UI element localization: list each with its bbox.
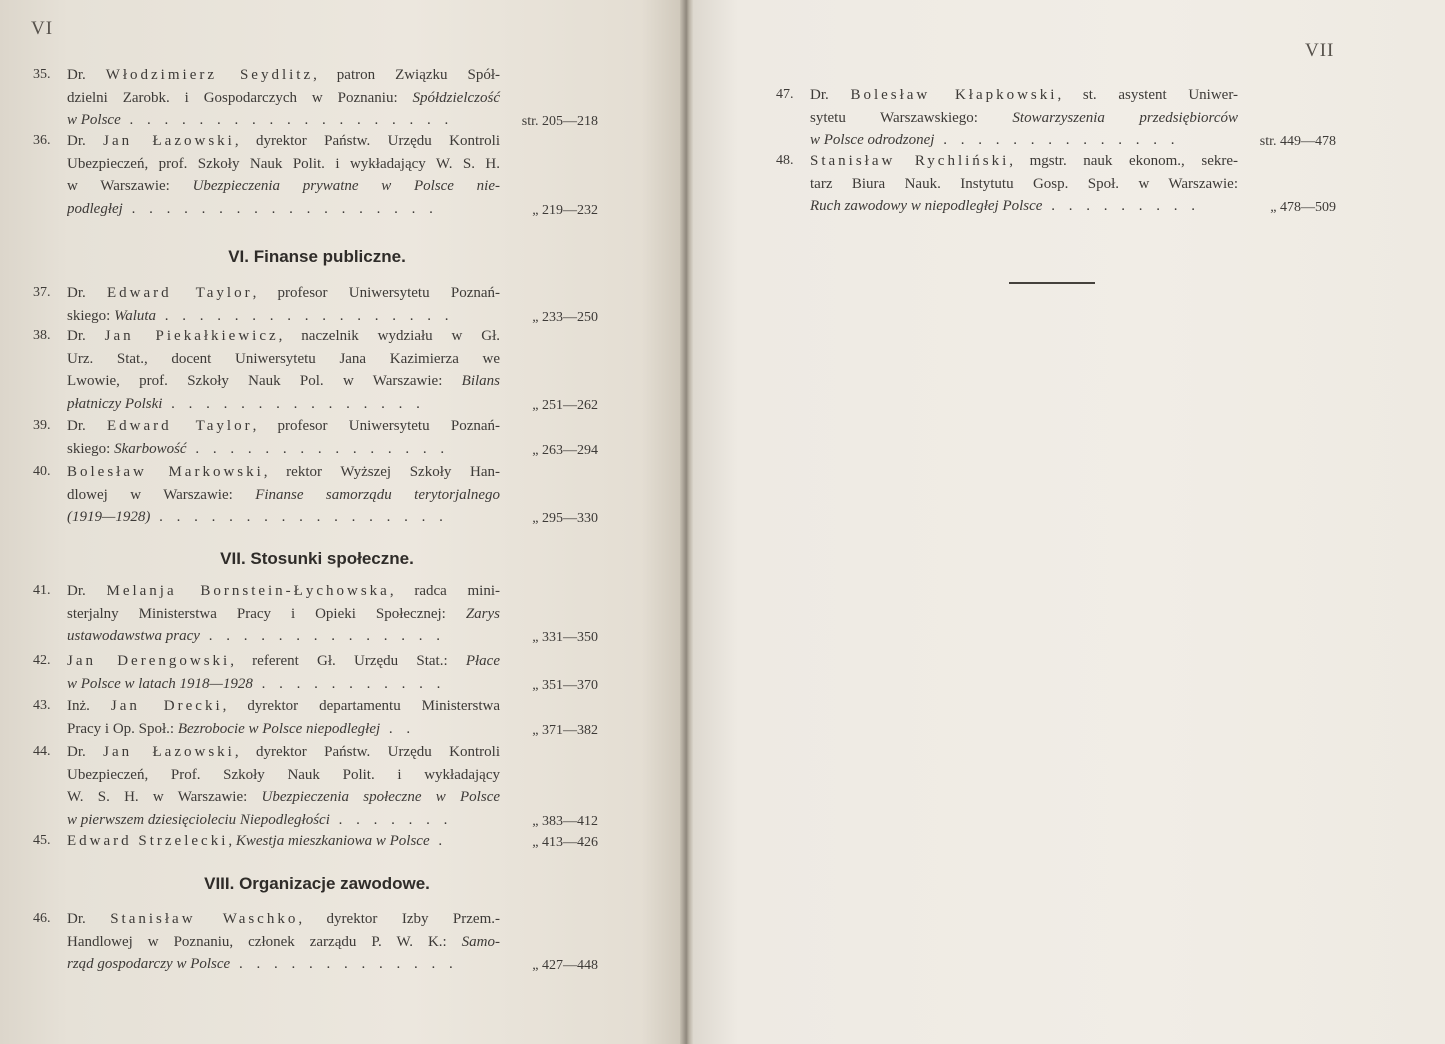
toc-entry (33, 908, 598, 980)
entry-line (67, 109, 500, 132)
folio: VII (1305, 40, 1335, 61)
leader-dots: . . . . . . . . . . . (252, 675, 446, 692)
toc-entry (33, 695, 598, 742)
entry-segment: , radca mini- (389, 583, 501, 599)
entry-segment: , dyrektor departamentu Ministerstwa (222, 698, 500, 714)
entry-segment: , profesor Uniwersytetu Poznań- (252, 285, 501, 301)
entry-line (67, 953, 500, 976)
entry-segment: Dr. (67, 744, 104, 760)
entry-line (810, 129, 1238, 152)
article-title: w pierwszem dziesięcioleciu Niepodległości (67, 811, 330, 828)
book-gutter (680, 0, 694, 1044)
leader-dots: . (429, 833, 448, 849)
entry-line (67, 580, 500, 603)
leader-dots: . . (380, 720, 416, 737)
author-name: Jan Derengowski (67, 653, 231, 669)
entry-number: 36. (33, 133, 51, 148)
entry-segment: , mgstr. nauk ekonom., sekre- (1009, 153, 1239, 169)
entry-line (67, 198, 500, 221)
entry-line (810, 173, 1238, 196)
author-name: Melanja Bornstein-Łychowska (106, 583, 390, 599)
toc-entry (33, 461, 598, 533)
entry-text (67, 650, 500, 695)
entry-line (67, 908, 500, 931)
entry-text (810, 150, 1238, 218)
article-title: Bilans (461, 373, 500, 389)
leader-dots: . . . . . . . . . . . . . . . . . (150, 509, 448, 525)
entry-segment: Dr. (67, 328, 105, 344)
entry-number: 35. (33, 67, 51, 82)
author-name: Bolesław Kłapkowski (850, 87, 1058, 103)
entry-segment: , dyrektor Państw. Urzędu Kontroli (234, 133, 501, 149)
page-range: „ 233—250 (532, 309, 598, 325)
page-range: „ 383—412 (532, 813, 598, 829)
toc-entry (33, 282, 598, 329)
entry-line (67, 741, 500, 764)
entry-segment: Handlowej w Poznaniu, członek zarządu P. W. K.: (67, 933, 462, 950)
entry-line (67, 282, 500, 305)
entry-line (67, 673, 500, 696)
entry-line (67, 325, 500, 348)
toc-entry (33, 64, 598, 136)
entry-line (67, 461, 500, 484)
article-title: Ruch zawodowy w niepodległej Polsce (810, 198, 1043, 214)
leader-dots: . . . . . . . . . . . . . . . . . . (122, 200, 438, 217)
entry-line (67, 695, 500, 718)
entry-number: 44. (33, 744, 51, 759)
article-title: Bezrobocie w Polsce niepodległej (177, 720, 381, 737)
leader-dots: . . . . . . . . . (1042, 198, 1200, 214)
entry-line (810, 107, 1238, 130)
entry-segment: , referent Gł. Urzędu Stat.: (230, 653, 466, 669)
page-range: „ 263—294 (532, 442, 598, 458)
entry-text (67, 282, 500, 327)
toc-entry (33, 130, 598, 225)
entry-segment: skiego: (67, 440, 115, 457)
entry-number: 46. (33, 911, 51, 926)
entry-text (67, 908, 500, 976)
section-heading: VII. Stosunki społeczne. (220, 549, 414, 568)
leader-dots: . . . . . . . . . . . . . (230, 956, 458, 972)
page-range: „ 413—426 (532, 835, 598, 850)
article-title: podległej (67, 200, 123, 217)
page-range: „ 478—509 (1270, 200, 1336, 215)
end-rule (1009, 282, 1095, 284)
entry-segment: , patron Związku Spół- (313, 67, 500, 83)
page-range: str. 205—218 (521, 114, 598, 129)
entry-number: 48. (776, 153, 794, 168)
entry-segment: dlowej w Warszawie: (67, 486, 256, 503)
author-name: Edward Taylor (107, 418, 253, 434)
article-title: Płace (465, 653, 500, 669)
entry-text (67, 130, 500, 220)
entry-segment: , profesor Uniwersytetu Poznań- (252, 418, 501, 434)
author-name: Włodzimierz Seydlitz (105, 67, 314, 83)
entry-segment: Ubezpieczeń, Prof. Szkoły Nauk Polit. i wykładający (67, 766, 500, 783)
entry-segment: Dr. (810, 87, 851, 103)
entry-line (67, 64, 500, 87)
toc-entry (33, 650, 598, 697)
toc-entry (33, 741, 598, 836)
entry-line (67, 718, 500, 741)
toc-entry (33, 325, 598, 420)
page-range: „ 219—232 (532, 202, 598, 218)
entry-segment: Inż. (67, 698, 111, 714)
page-range: „ 251—262 (532, 397, 598, 413)
section-heading: VI. Finanse publiczne. (228, 247, 406, 266)
entry-text (67, 830, 500, 853)
left-page (0, 0, 682, 1044)
section-heading: VIII. Organizacje zawodowe. (204, 874, 430, 893)
toc-entry (33, 830, 598, 855)
entry-line (67, 650, 500, 673)
entry-line (67, 393, 500, 416)
entry-segment: Dr. (67, 911, 111, 927)
article-title: Zarys (465, 605, 500, 622)
article-title: Skarbowość (114, 440, 187, 457)
article-title: w Polsce (67, 112, 121, 128)
article-title: (1919—1928) (67, 509, 151, 525)
entry-text (67, 325, 500, 415)
entry-segment: Dr. (67, 133, 104, 149)
entry-segment: w Warszawie: (67, 178, 193, 194)
entry-segment: , dyrektor Izby Przem.- (298, 911, 500, 927)
entry-text (810, 84, 1238, 152)
author-name: Bolesław Markowski (67, 464, 264, 480)
entry-line (67, 506, 500, 529)
entry-segment: , naczelnik wydziału w Gł. (278, 328, 501, 344)
folio: VI (31, 18, 54, 39)
author-name: Jan Piekałkiewicz (104, 328, 279, 344)
page-range: „ 371—382 (532, 722, 598, 738)
page-range: „ 427—448 (532, 958, 598, 973)
entry-text (67, 415, 500, 460)
entry-number: 39. (33, 418, 51, 433)
entry-segment: skiego: (67, 307, 115, 324)
entry-number: 42. (33, 653, 51, 668)
toc-entry (33, 580, 598, 652)
entry-line (67, 87, 500, 110)
leader-dots: . . . . . . . . . . . . . . . . . . . (120, 112, 454, 128)
entry-line (67, 764, 500, 787)
page-range: „ 295—330 (532, 511, 598, 526)
leader-dots: . . . . . . . . . . . . . . . . . (156, 307, 454, 324)
article-title: Spółdzielczość (412, 89, 500, 106)
article-title: w Polsce odrodzonej (810, 132, 935, 148)
entry-number: 47. (776, 87, 794, 102)
entry-segment: , dyrektor Państw. Urzędu Kontroli (234, 744, 501, 760)
entry-segment: tarz Biura Nauk. Instytutu Gosp. Społ. w Warszawie: (810, 175, 1238, 192)
article-title: Kwestja mieszkaniowa w Polsce (235, 833, 430, 849)
entry-text (67, 695, 500, 740)
entry-segment: Lwowie, prof. Szkoły Nauk Pol. w Warszawie: (67, 373, 462, 389)
entry-line (67, 348, 500, 371)
entry-line (810, 195, 1238, 218)
entry-line (67, 603, 500, 626)
author-name: Edward Taylor (107, 285, 253, 301)
article-title: w Polsce w latach 1918—1928 (67, 675, 253, 692)
author-name: Stanisław Waschko (110, 911, 299, 927)
leader-dots: . . . . . . . . . . . . . . . (186, 440, 450, 457)
entry-segment: W. S. H. w Warszawie: (67, 789, 262, 805)
author-name: Jan Drecki (110, 698, 223, 714)
article-title: Stowarzyszenia przedsiębiorców (1012, 109, 1238, 126)
entry-segment: Dr. (67, 67, 106, 83)
entry-number: 40. (33, 464, 51, 479)
entry-segment: Pracy i Op. Społ.: (67, 720, 178, 737)
page-range: str. 449—478 (1259, 134, 1336, 149)
entry-text (67, 64, 500, 132)
entry-line (67, 931, 500, 954)
article-title: Ubezpieczenia prywatne w Polsce nie- (192, 178, 500, 194)
leader-dots: . . . . . . . . . . . . . . (934, 132, 1180, 148)
toc-entry (33, 415, 598, 462)
entry-line (67, 809, 500, 832)
entry-text (67, 461, 500, 529)
entry-number: 38. (33, 328, 51, 343)
entry-segment: dzielni Zarobk. i Gospodarczych w Poznaniu: (67, 89, 413, 106)
leader-dots: . . . . . . . . . . . . . . . (162, 395, 425, 412)
entry-segment: , (228, 833, 236, 849)
entry-line (67, 305, 500, 328)
entry-line (67, 153, 500, 176)
entry-number: 45. (33, 833, 51, 848)
entry-segment: sytetu Warszawskiego: (810, 109, 1013, 126)
article-title: Waluta (114, 307, 157, 324)
entry-line (67, 175, 500, 198)
entry-segment: Ubezpieczeń, prof. Szkoły Nauk Polit. i wykładający W. S. H. (67, 155, 500, 172)
entry-text (67, 580, 500, 648)
right-page (693, 0, 1445, 1044)
entry-segment: Dr. (67, 285, 107, 301)
entry-number: 43. (33, 698, 51, 713)
toc-entry (776, 150, 1336, 222)
author-name: Jan Łazowski (103, 133, 235, 149)
article-title: Ubezpieczenia społeczne w Polsce (261, 789, 501, 805)
entry-segment: sterjalny Ministerstwa Pracy i Opieki Społecznej: (67, 605, 466, 622)
article-title: płatniczy Polski (67, 395, 163, 412)
entry-segment: Dr. (67, 583, 107, 599)
entry-segment: , st. asystent Uniwer- (1057, 87, 1239, 103)
entry-line (67, 786, 500, 809)
entry-line (67, 830, 500, 853)
entry-segment: , rektor Wyższej Szkoły Han- (263, 464, 501, 480)
entry-number: 41. (33, 583, 51, 598)
entry-text (67, 741, 500, 831)
entry-line (67, 625, 500, 648)
entry-line (67, 415, 500, 438)
entry-line (810, 84, 1238, 107)
entry-segment: Dr. (67, 418, 107, 434)
author-name: Jan Łazowski (103, 744, 235, 760)
article-title: rząd gospodarczy w Polsce (67, 956, 231, 972)
entry-line (67, 438, 500, 461)
article-title: Samo- (461, 933, 500, 950)
entry-segment: Urz. Stat., docent Uniwersytetu Jana Kazimierza we (67, 350, 500, 367)
leader-dots: . . . . . . . . . . . . . . (199, 628, 445, 644)
entry-line (67, 484, 500, 507)
author-name: Edward Strzelecki (67, 833, 229, 849)
entry-line (67, 130, 500, 153)
article-title: Finanse samorządu terytorjalnego (255, 486, 500, 503)
toc-entry (776, 84, 1336, 156)
entry-number: 37. (33, 285, 51, 300)
leader-dots: . . . . . . . (329, 811, 453, 828)
entry-line (810, 150, 1238, 173)
article-title: ustawodawstwa pracy (67, 628, 200, 644)
page-range: „ 331—350 (532, 630, 598, 645)
entry-line (67, 370, 500, 393)
author-name: Stanisław Rychliński (810, 153, 1010, 169)
page-range: „ 351—370 (532, 677, 598, 693)
